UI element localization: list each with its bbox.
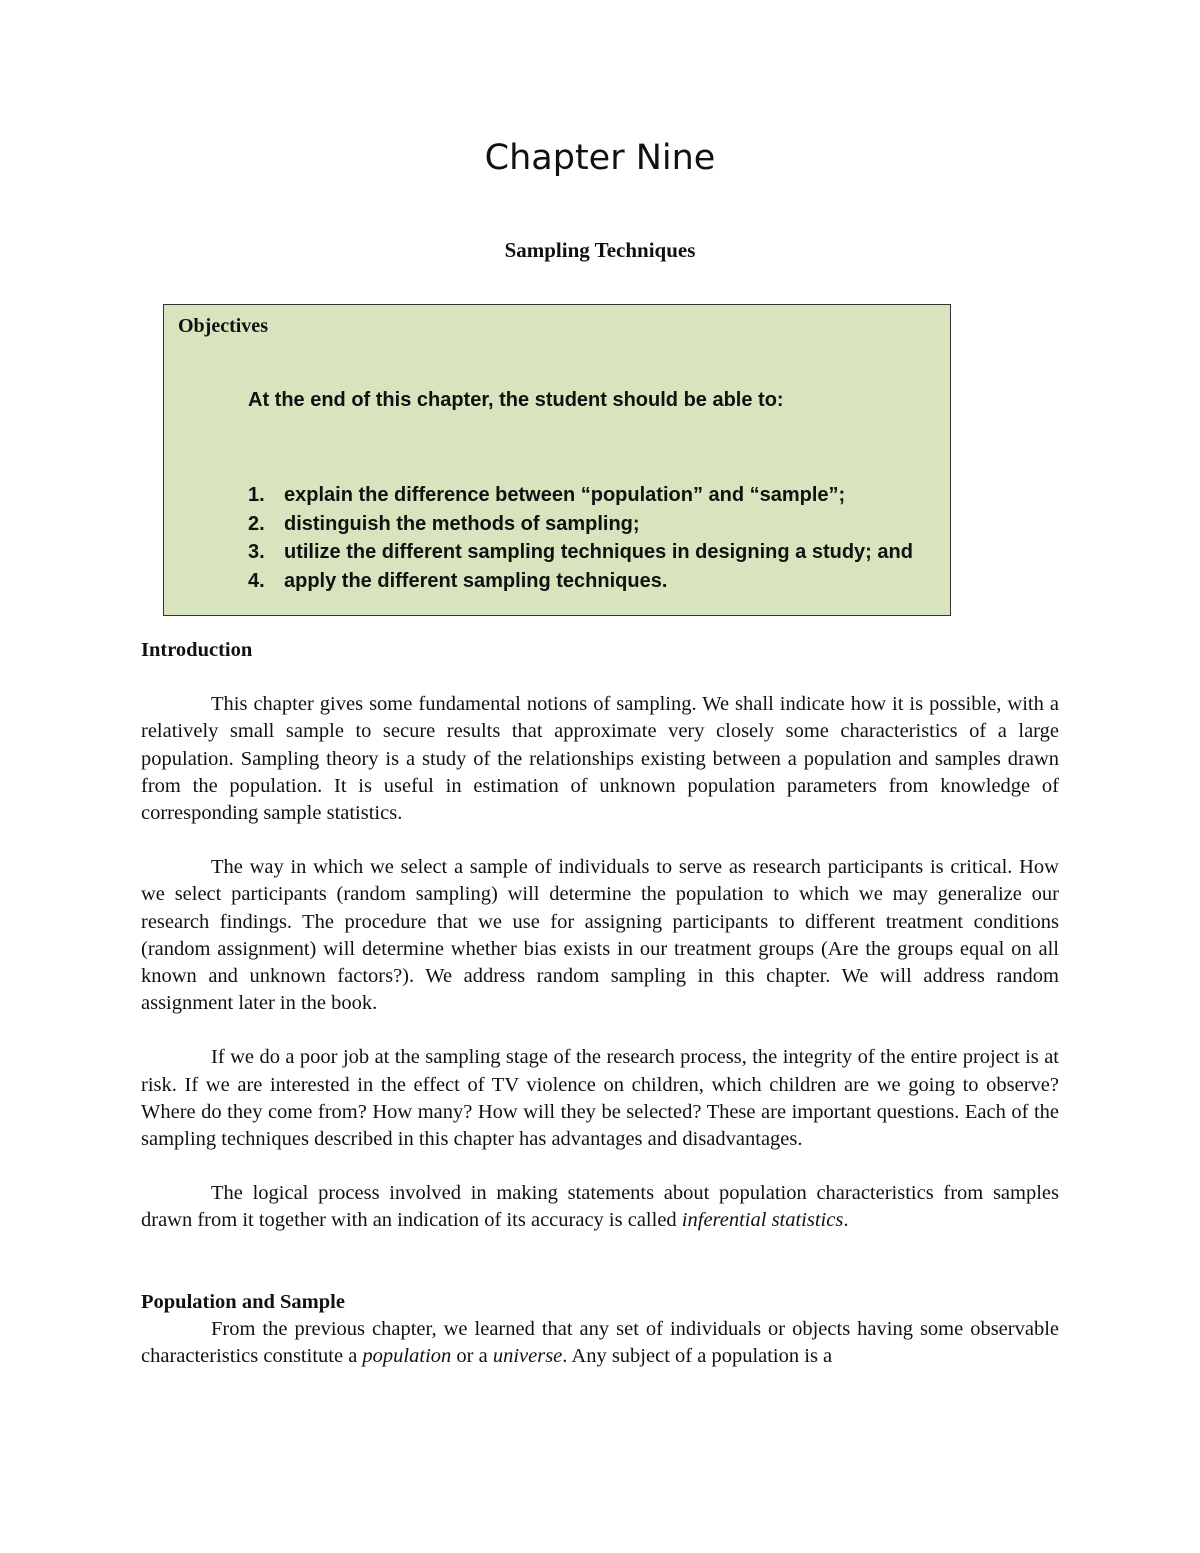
objective-number: 1. — [248, 484, 265, 506]
objective-item — [248, 567, 913, 596]
emphasis-term: inferential statistics — [681, 1209, 844, 1232]
population-sample-heading: Population and Sample — [141, 1290, 345, 1313]
objective-number: 3. — [248, 541, 265, 563]
paragraph-text: . — [843, 1209, 849, 1232]
paragraph-text: The logical process involved in making statements about population characteristics from samples drawn from it together with an indication of its accuracy is called — [141, 1182, 1059, 1232]
paragraph-text: From the previous chapter, we learned that any set of individuals or objects having some observable characteristics constitute a — [141, 1317, 1059, 1368]
objective-number: 4. — [248, 569, 265, 592]
emphasis-term: population — [362, 1345, 452, 1368]
objective-number: 2. — [248, 512, 265, 535]
introduction-paragraph-2: The way in which we select a sample of individuals to serve as research participants is critical. How we select participants (random sampling) will determine the population to which we may generalize our research findings. The procedure that we use for assigning participants to different treatment conditions (random assignment) will determine whether bias exists in our treatment groups (Are the groups equal on all known and unknown factors?). We address random sampling in this chapter. We will address random assignment later in the book. — [141, 856, 1059, 1015]
emphasis-term: universe — [492, 1345, 563, 1368]
objectives-box — [163, 304, 951, 616]
paragraph-text: . Any subject of a population is a — [562, 1345, 833, 1368]
introduction-paragraph-4 — [141, 1180, 1059, 1234]
introduction-paragraph-3: If we do a poor job at the sampling stage of the research process, the integrity of the entire project is at risk. If we are interested in the effect of TV violence on children, which children are we going to observe? Where do they come from? How many? How will they be selected? These are important questions. Each of the sampling techniques described in this chapter has advantages and disadvantages. — [141, 1046, 1059, 1151]
chapter-subtitle: Sampling Techniques — [504, 238, 696, 262]
population-sample-paragraph-1 — [141, 1316, 1059, 1370]
objective-text: explain the difference between “population” and “sample”; — [284, 484, 846, 506]
objectives-heading: Objectives — [178, 315, 268, 337]
objectives-list — [248, 481, 913, 595]
objective-item — [248, 538, 913, 567]
objective-item — [248, 481, 913, 510]
introduction-heading: Introduction — [141, 639, 253, 661]
chapter-title: Chapter Nine — [484, 138, 716, 178]
objectives-intro: At the end of this chapter, the student should be able to: — [248, 389, 784, 411]
objective-text: apply the different sampling techniques. — [284, 569, 668, 592]
objective-item — [248, 510, 913, 539]
objective-text: utilize the different sampling techniques in designing a study; and — [284, 541, 913, 563]
paragraph-text: or a — [451, 1345, 493, 1368]
body-content — [141, 637, 1059, 1370]
introduction-paragraph-1: This chapter gives some fundamental notions of sampling. We shall indicate how it is possible, with a relatively small sample to secure results that approximate very closely some characteristics of a large population. Sampling theory is a study of the relationships existing between a population and samples drawn from the population. It is useful in estimation of unknown population parameters from knowledge of corresponding sample statistics. — [141, 693, 1059, 825]
objective-text: distinguish the methods of sampling; — [284, 512, 640, 535]
